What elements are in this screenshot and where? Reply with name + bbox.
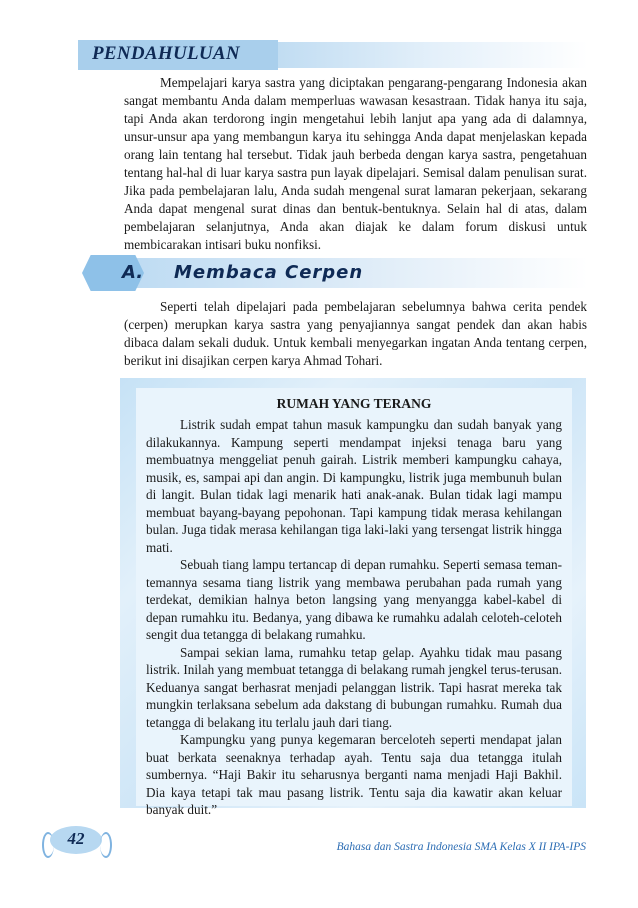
page-number-badge <box>50 826 102 856</box>
story-paragraph: Listrik sudah empat tahun masuk kampungku dan sudah banyak yang dilakukannya. Kampung seperti mendampat injeksi tenaga baru yang membuatnya menggeliat penuh gairah. Listrik memberi kampungku cahaya, musik, es, sampai api dan angin. Di kampungku, listrik juga membunuh bulan di langit. Bulan tidak lagi menarik hati anak-anak. Bulan tidak lagi mampu membuat bayang-bayang pepohonan. Tapi kampung tidak merasa kehilangan bulan. Juga tidak merasa kehilangan tiga laki-laki yang tersengat listrik hingga mati. <box>146 417 562 555</box>
page-number: 42 <box>67 829 85 848</box>
story-title: RUMAH YANG TERANG <box>276 396 432 411</box>
story-paragraph: Sebuah tiang lampu tertancap di depan rumahku. Seperti semasa teman-temannya sesama tiang listrik yang membawa perubahan pada rumah yang terdekat, demikian halnya beton langsing yang menyangga kabel-kabel di depan rumahku itu. Bedanya, yang dibawa ke rumahku adalah celoteh-celoteh sengit dua tetangga di belakang rumahku. <box>146 557 562 642</box>
story-paragraph: Sampai sekian lama, rumahku tetap gelap. Ayahku tidak mau pasang listrik. Inilah yang membuat tetangga di belakang rumah jengkel terus-terusan. Keduanya sangat berhasrat menjadi pelanggan listrik. Tapi hasrat mereka tak mungkin terlaksana sebelum ada dakstang di bubungan rumahku. Rumah dua tetangga di belakang itu terlalu jauh dari tiang. <box>146 644 562 730</box>
section-heading <box>82 258 588 290</box>
section-intro-paragraph: Seperti telah dipelajari pada pembelajaran sebelumnya bahwa cerita pendek (cerpen) merupkan karya sastra yang penyajiannya sangat pendek dan akan habis dibaca dalam sekali duduk. Untuk kembali menyegarkan ingatan Anda tentang cerpen, berikut ini disajikan cerpen karya Ahmad Tohari. <box>124 299 587 368</box>
section-letter: A. <box>122 262 144 283</box>
footer-book-title: Bahasa dan Sastra Indonesia SMA Kelas X II IPA-IPS <box>336 841 586 853</box>
story-text <box>146 416 562 819</box>
story-paragraph: Kampungku yang punya kegemaran berceloteh seperti mendapat jalan buat berkata seenaknya terhadap ayah. Tentu saja dua tetangga itulah sumbernya. “Haji Bakir itu seharusnya berganti nama menjadi Haji Bakhil. Dia kaya tetapi tak mau pasang listrik. Tentu saja dia kawatir akan keluar banyak duit.” <box>146 732 562 817</box>
section-title: Membaca Cerpen <box>174 262 364 283</box>
chapter-heading: PENDAHULUAN <box>92 43 240 64</box>
intro-paragraph: Mempelajari karya sastra yang diciptakan pengarang-pengarang Indonesia akan sangat membantu Anda dalam memperluas wawasan kesastraan. Tidak hanya itu saja, tapi Anda akan terdorong ingin mengetahui lebih lanjut apa yang ada di dalamnya, unsur-unsur apa yang membangun karya itu sehingga Anda dapat menjelaskan kepada orang lain tentang hal tersebut. Tidak jauh berbeda dengan karya sastra, pengetahuan tentang hal-hal di luar karya sastra pun layak dipelajari. Semisal dalam penulisan surat. Jika pada pembelajaran lalu, Anda sudah mengenal surat lamaran pekerjaan, sekarang Anda dapat mengenal surat dinas dan bentuk-bentuknya. Selain hal di atas, dalam pembelajaran selanjutnya, Anda akan diajak ke dalam forum diskusi untuk membicarakan intisari buku nonfiksi. <box>124 75 587 252</box>
